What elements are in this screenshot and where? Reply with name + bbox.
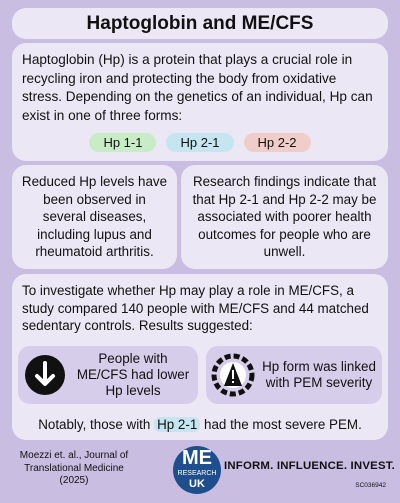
form-pill-hp-2-1: Hp 2-1 [166, 133, 233, 152]
notably-text [12, 417, 388, 432]
form-pill-hp-2-2: Hp 2-2 [244, 133, 311, 152]
notably-highlight: Hp 2-1 [154, 417, 200, 432]
intro-panel [12, 43, 388, 161]
research-box [181, 165, 388, 269]
logo-text-mid: RESEARCH [177, 470, 217, 477]
notably-before: Notably, those with [38, 417, 155, 432]
research-text: Research findings indicate that that Hp 2-1 and Hp 2-2 may be associated with poorer health outcomes for people who are unwell. [192, 174, 377, 260]
diseases-text: Reduced Hp levels have been observed in several diseases, including lupus and rheumatoid arthritis. [21, 174, 168, 260]
form-pill-hp-1-1: Hp 1-1 [89, 133, 156, 152]
arrow-down-circle-icon [18, 348, 72, 402]
logo-text-bottom: UK [189, 478, 205, 490]
result-text-lower-levels: People with ME/CFS had lower Hp levels [76, 351, 190, 398]
me-research-uk-logo [172, 442, 222, 498]
study-panel [12, 274, 388, 440]
study-text: To investigate whether Hp may play a role in ME/CFS, a study compared 140 people with ME/CFS and 44 matched sedentary controls. Results suggested: [22, 283, 369, 334]
hp-forms [12, 133, 388, 152]
result-card-pem-severity [206, 346, 382, 404]
notably-after: had the most severe PEM. [200, 417, 362, 432]
logo-text-top: ME [182, 447, 212, 469]
citation: Moezzi et. al., Journal of Translational Medicine (2025) [19, 450, 129, 486]
gauge-warning-icon [206, 348, 260, 402]
title-panel [12, 8, 388, 39]
intro-text: Haptoglobin (Hp) is a protein that plays a crucial role in recycling iron and protecting the body from oxidative stress. Depending on the genetics of an individual, Hp can exist in one of three forms: [22, 52, 373, 123]
charity-code: SC036942 [355, 482, 386, 489]
diseases-box [12, 165, 177, 269]
tagline: INFORM. INFLUENCE. INVEST. [224, 460, 396, 472]
result-card-lower-levels [18, 346, 198, 404]
result-text-pem-severity: Hp form was linked with PEM severity [262, 359, 376, 390]
page-title: Haptoglobin and ME/CFS [86, 12, 314, 34]
